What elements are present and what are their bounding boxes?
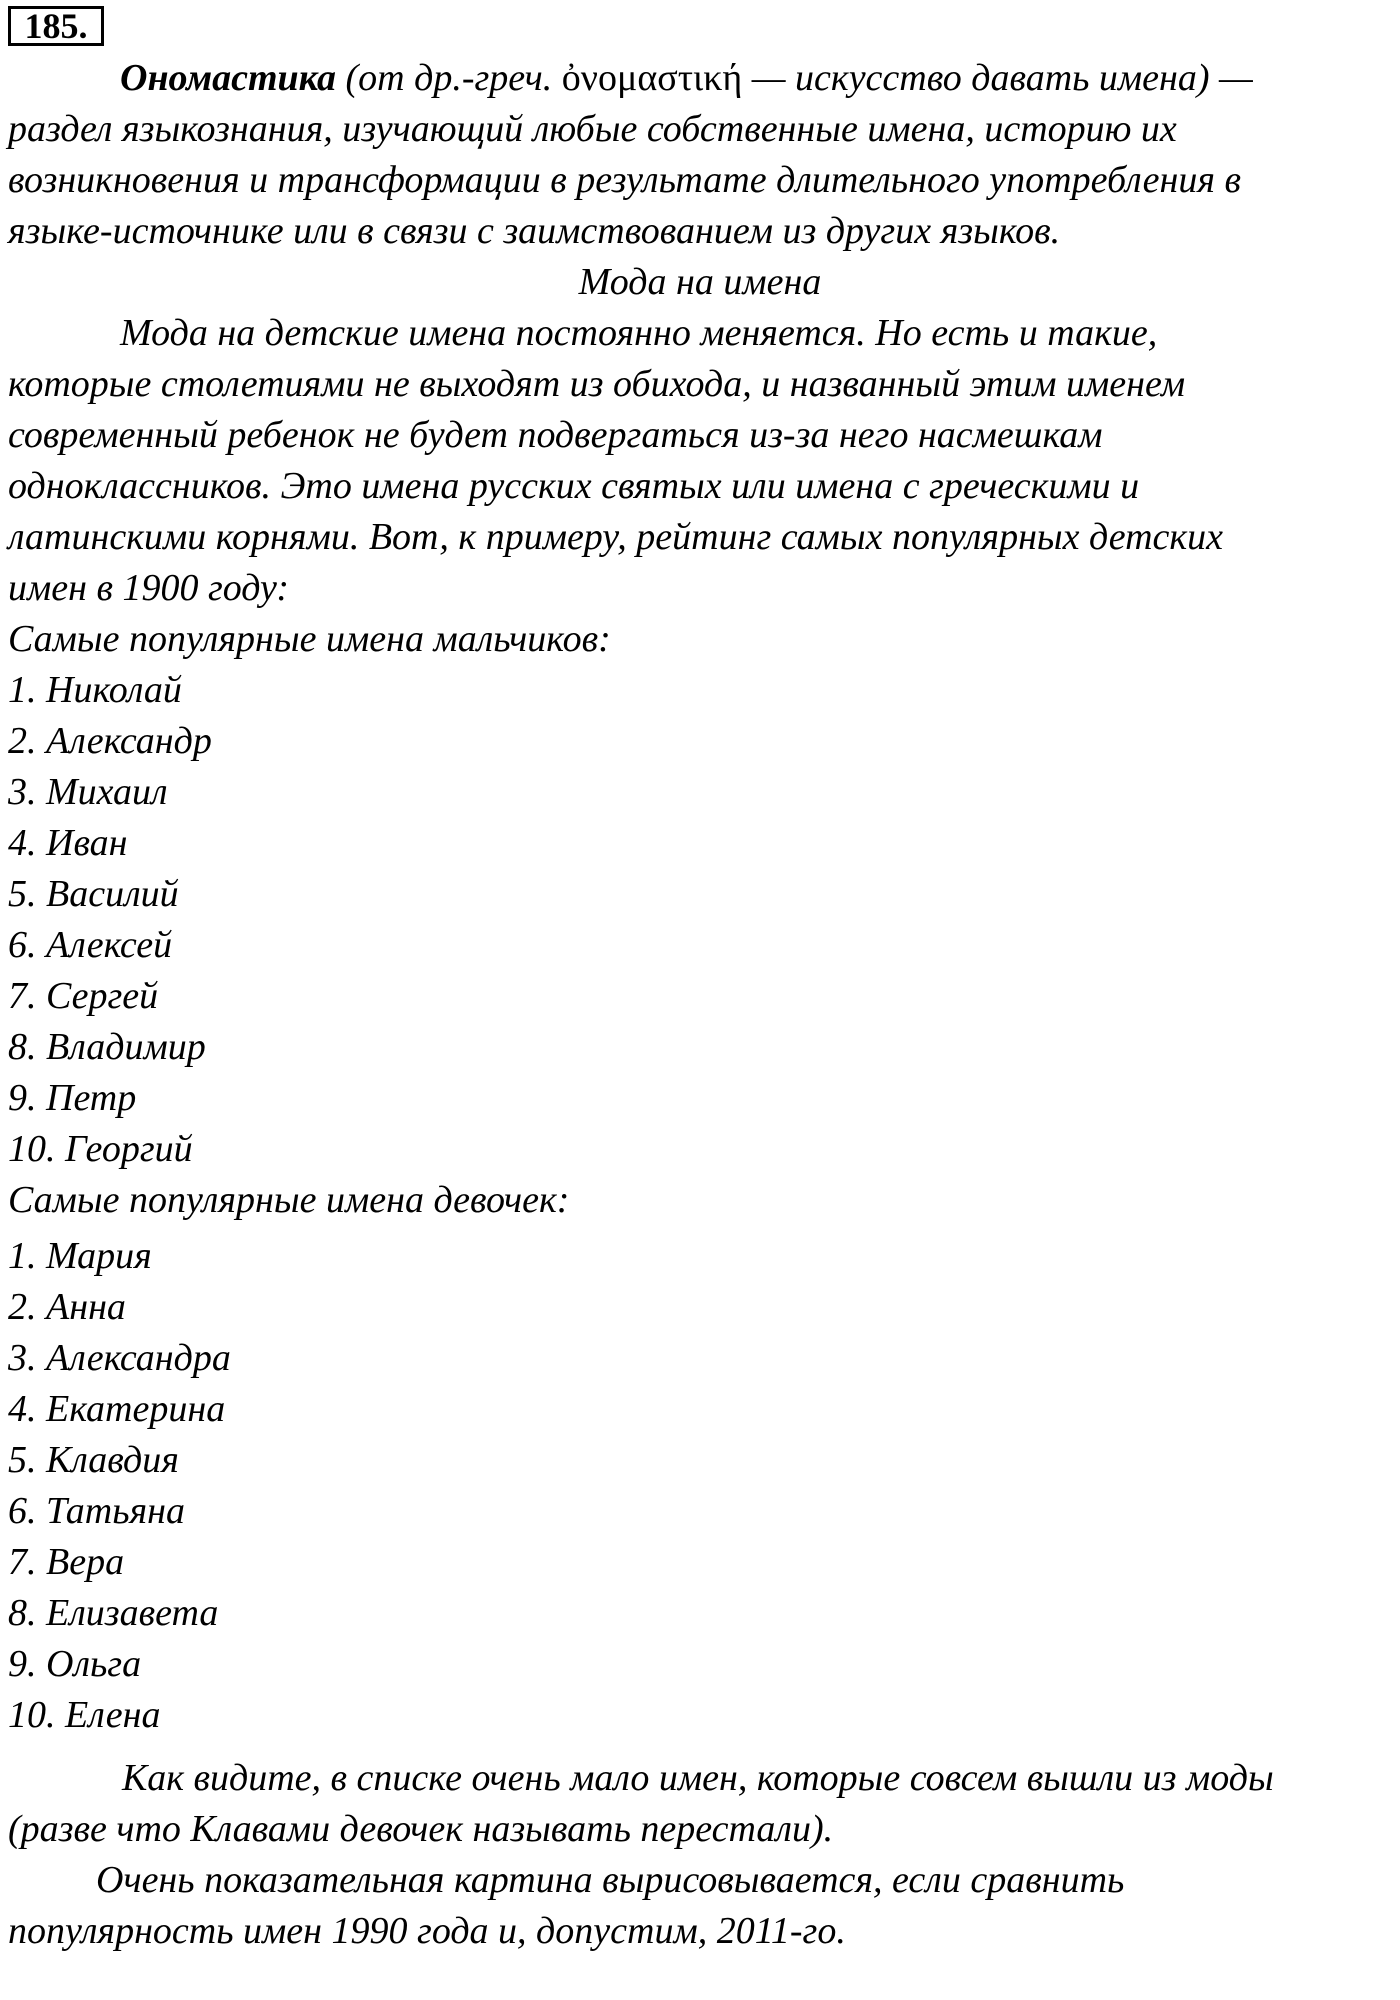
list-item: 8. Елизавета (8, 1592, 219, 1634)
list-item: 10. Георгий (8, 1128, 193, 1170)
girls-heading: Самые популярные имена девочек: (8, 1179, 570, 1221)
exercise-number: 185. (8, 6, 104, 46)
conclusion-line: Как видите, в списке очень мало имен, которые совсем вышли из моды (122, 1757, 1274, 1799)
list-item: 5. Василий (8, 873, 179, 915)
definition-line-1 (120, 56, 1253, 100)
list-item: 6. Алексей (8, 924, 173, 966)
definition-greek-word: ὀνομαστική (561, 57, 743, 99)
list-item: 4. Екатерина (8, 1388, 226, 1430)
list-item: 1. Николай (8, 669, 182, 711)
list-item: 2. Александр (8, 720, 212, 762)
definition-etymology-suffix: — искусство давать имена) — (742, 57, 1253, 99)
paragraph-line: одноклассников. Это имена русских святых или имена с греческими и (8, 465, 1140, 507)
definition-term: Ономастика (120, 57, 336, 99)
list-item: 10. Елена (8, 1694, 161, 1736)
boys-heading: Самые популярные имена мальчиков: (8, 618, 611, 660)
list-item: 9. Ольга (8, 1643, 142, 1685)
definition-line-3: возникновения и трансформации в результате длительного употребления в (8, 159, 1241, 201)
list-item: 2. Анна (8, 1286, 126, 1328)
list-item: 4. Иван (8, 822, 128, 864)
list-item: 6. Татьяна (8, 1490, 186, 1532)
paragraph-line: которые столетиями не выходят из обихода, и названный этим именем (8, 363, 1186, 405)
list-item: 1. Мария (8, 1235, 152, 1277)
definition-line-4: языке-источнике или в связи с заимствованием из других языков. (8, 210, 1061, 252)
list-item: 3. Александра (8, 1337, 231, 1379)
paragraph-line: современный ребенок не будет подвергаться из-за него насмешкам (8, 414, 1103, 456)
list-item: 7. Сергей (8, 975, 159, 1017)
definition-line-2: раздел языкознания, изучающий любые собственные имена, историю их (8, 108, 1177, 150)
list-item: 8. Владимир (8, 1026, 206, 1068)
list-item: 7. Вера (8, 1541, 125, 1583)
article-title: Мода на имена (578, 261, 822, 303)
paragraph-line: латинскими корнями. Вот, к примеру, рейтинг самых популярных детских (8, 516, 1224, 558)
final-line: популярность имен 1990 года и, допустим, 2011-го. (8, 1910, 846, 1952)
definition-etymology-prefix: (от др.-греч. (345, 57, 562, 99)
list-item: 9. Петр (8, 1077, 137, 1119)
list-item: 5. Клавдия (8, 1439, 179, 1481)
paragraph-line: имен в 1900 году: (8, 567, 290, 609)
paragraph-line: Мода на детские имена постоянно меняется. Но есть и такие, (120, 312, 1158, 354)
final-line: Очень показательная картина вырисовывается, если сравнить (96, 1859, 1125, 1901)
conclusion-line: (разве что Клавами девочек называть перестали). (8, 1808, 834, 1850)
list-item: 3. Михаил (8, 771, 168, 813)
